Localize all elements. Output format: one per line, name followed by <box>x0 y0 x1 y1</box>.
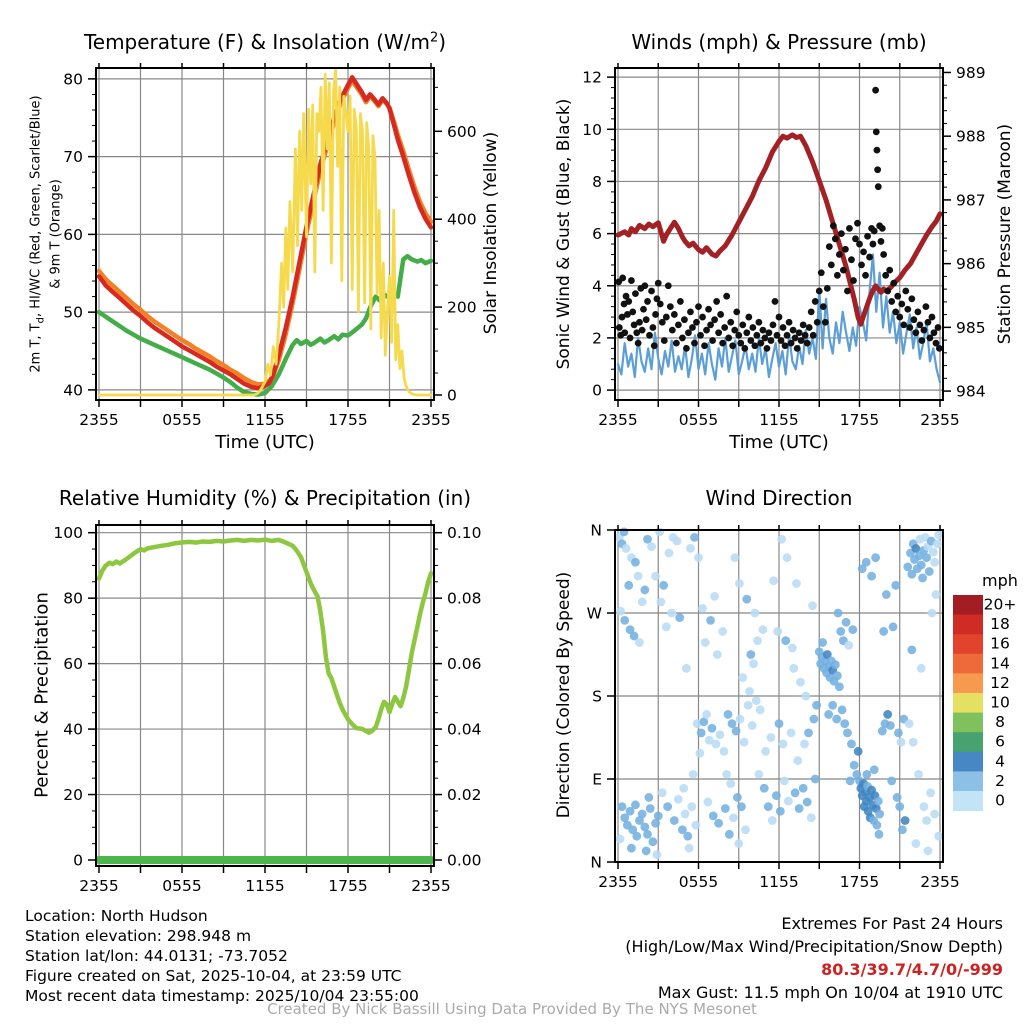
svg-text:2355: 2355 <box>79 411 119 429</box>
svg-text:0.08: 0.08 <box>447 589 482 608</box>
svg-text:S: S <box>592 687 602 706</box>
svg-text:0555: 0555 <box>678 411 719 429</box>
svg-text:50: 50 <box>63 303 83 322</box>
svg-text:60: 60 <box>63 225 83 244</box>
svg-text:70: 70 <box>63 148 83 167</box>
svg-text:80: 80 <box>63 70 83 89</box>
svg-text:0: 0 <box>447 386 457 405</box>
svg-text:0.04: 0.04 <box>447 720 482 739</box>
svg-text:989: 989 <box>956 63 986 82</box>
svg-text:E: E <box>592 770 602 789</box>
svg-text:0: 0 <box>995 791 1005 810</box>
svg-text:18: 18 <box>990 615 1010 634</box>
svg-text:16: 16 <box>990 634 1010 653</box>
chart2-y-axis-label: Sonic Wind & Gust (Blue, Black) <box>554 98 574 370</box>
svg-text:20: 20 <box>63 786 83 805</box>
svg-text:14: 14 <box>990 654 1010 673</box>
credit-line: Created By Nick Bassill Using Data Provided By The NYS Mesonet <box>267 1000 757 1018</box>
svg-text:0: 0 <box>592 381 602 400</box>
extremes-subtitle: (High/Low/Max Wind/Precipitation/Snow Depth) <box>625 937 1003 956</box>
svg-text:0.10: 0.10 <box>447 524 482 543</box>
svg-text:0555: 0555 <box>162 411 202 429</box>
svg-text:987: 987 <box>956 191 986 210</box>
svg-text:1755: 1755 <box>328 877 368 895</box>
created-line: Figure created on Sat, 2025-10-04, at 23:59 UTC <box>25 967 402 985</box>
chart2-x-axis-label: Time (UTC) <box>729 432 829 453</box>
svg-text:0: 0 <box>73 851 83 870</box>
chart1-title: Temperature (F) & Insolation $(W/m^2)$ <box>83 30 447 54</box>
extremes-values: 80.3/39.7/4.7/0/-999 <box>821 960 1003 979</box>
svg-text:2355: 2355 <box>598 411 638 429</box>
svg-text:N: N <box>590 521 602 540</box>
svg-text:W: W <box>586 604 602 623</box>
chart4-y-axis-label: Direction (Colored By Speed) <box>554 571 574 819</box>
svg-text:80: 80 <box>63 589 83 608</box>
svg-text:mph: mph <box>982 571 1018 590</box>
chart1-x-axis-label: Time (UTC) <box>215 432 315 453</box>
svg-text:984: 984 <box>956 382 986 401</box>
svg-text:0.02: 0.02 <box>447 786 482 805</box>
station-info <box>25 906 419 1006</box>
svg-text:985: 985 <box>956 318 986 337</box>
svg-text:6: 6 <box>592 225 602 244</box>
svg-text:1155: 1155 <box>759 873 799 891</box>
svg-text:2355: 2355 <box>598 873 638 891</box>
elevation-line: Station elevation: 298.948 m <box>25 927 252 945</box>
svg-text:20+: 20+ <box>983 595 1017 614</box>
recent-data-line: Most recent data timestamp: 2025/10/04 23:55:00 <box>25 987 419 1005</box>
svg-text:40: 40 <box>63 720 83 739</box>
svg-text:1155: 1155 <box>759 411 799 429</box>
svg-text:1755: 1755 <box>839 873 880 891</box>
max-gust-line: Max Gust: 11.5 mph On 10/04 at 1910 UTC <box>657 983 1003 1002</box>
svg-text:2: 2 <box>995 771 1005 790</box>
chart2-title: Winds (mph) & Pressure (mb) <box>631 30 927 54</box>
svg-text:4: 4 <box>995 752 1005 771</box>
svg-text:12: 12 <box>582 68 602 87</box>
extremes-title: Extremes For Past 24 Hours <box>781 914 1003 933</box>
svg-text:10: 10 <box>582 120 602 139</box>
svg-text:0555: 0555 <box>678 873 719 891</box>
svg-text:2355: 2355 <box>920 873 960 891</box>
svg-text:986: 986 <box>956 255 986 274</box>
svg-text:1155: 1155 <box>245 877 285 895</box>
svg-text:2355: 2355 <box>920 411 960 429</box>
location-line: Location: North Hudson <box>25 907 208 925</box>
svg-text:8: 8 <box>592 172 602 191</box>
chart3-title: Relative Humidity (%) & Precipitation (in) <box>58 486 472 510</box>
svg-text:1155: 1155 <box>245 411 285 429</box>
svg-text:2355: 2355 <box>411 411 451 429</box>
svg-text:8: 8 <box>995 713 1005 732</box>
svg-text:988: 988 <box>956 127 986 146</box>
svg-text:2355: 2355 <box>79 877 119 895</box>
svg-text:2355: 2355 <box>411 877 451 895</box>
chart1-right-axis-label: Solar Insolation (Yellow) <box>481 131 501 335</box>
svg-text:400: 400 <box>447 210 477 229</box>
svg-text:200: 200 <box>447 298 477 317</box>
svg-text:600: 600 <box>447 122 477 141</box>
svg-text:0.00: 0.00 <box>447 851 482 870</box>
chart3-y-axis-label: Percent & Precipitation <box>31 592 53 798</box>
latlon-line: Station lat/lon: 44.0131; -73.7052 <box>25 947 288 965</box>
svg-text:0555: 0555 <box>162 877 202 895</box>
svg-text:10: 10 <box>990 693 1010 712</box>
svg-text:1755: 1755 <box>839 411 880 429</box>
svg-text:6: 6 <box>995 732 1005 751</box>
chart4-title: Wind Direction <box>705 486 853 510</box>
extremes-block <box>625 912 1003 1004</box>
svg-text:100: 100 <box>53 524 83 543</box>
svg-text:60: 60 <box>63 655 83 674</box>
svg-text:12: 12 <box>990 673 1010 692</box>
svg-text:0.06: 0.06 <box>447 655 482 674</box>
svg-text:4: 4 <box>592 277 602 296</box>
svg-text:40: 40 <box>63 381 83 400</box>
svg-text:1755: 1755 <box>328 411 368 429</box>
chart2-right-axis-label: Station Pressure (Maroon) <box>995 123 1015 345</box>
chart1-y-axis-label: 2m T, $T_d$, HI/WC (Red, Green, Scarlet/Blue) & 9m T (Orange) <box>28 95 64 373</box>
svg-text:2: 2 <box>592 329 602 348</box>
svg-text:N: N <box>590 853 602 872</box>
